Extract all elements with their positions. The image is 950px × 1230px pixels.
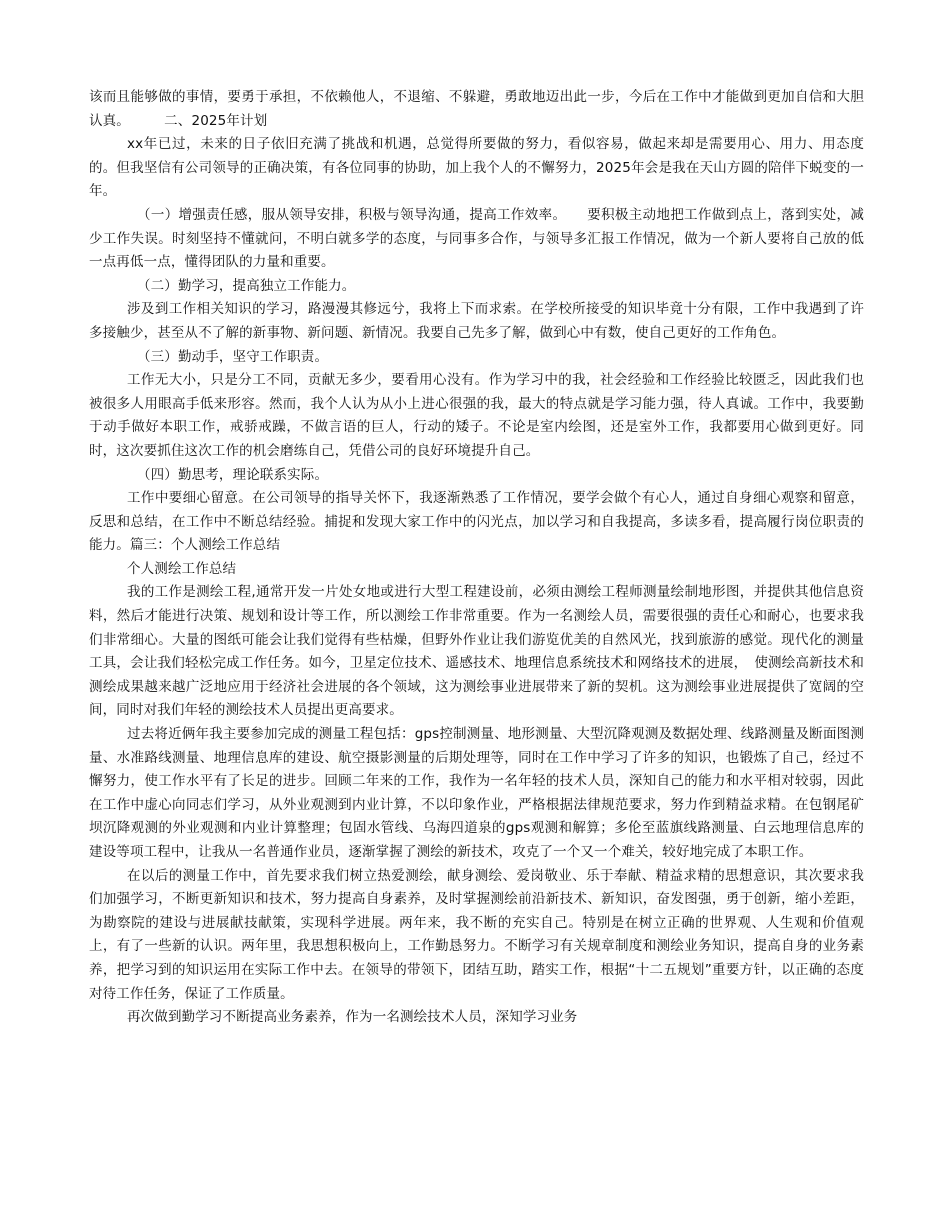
- paragraph-4: 工作无大小，只是分工不同，贡献无多少，要看用心没有。作为学习中的我，社会经验和工作经验比较匮乏，因此我们也被很多人用眼高手低来形容。然而，我个人认为从小上进心很强的我，最大的特点就是学习能力强，待人真诚。工作中，我要勤于动手做好本职工作，戒骄戒躁，不做言语的巨人，行动的矮子。不论是室内绘图，还是室外工作，我都要用心做到更好。同时，这次要抓住这次工作的机会磨练自己，凭借公司的良好环境提升自己。: [89, 372, 864, 459]
- paragraph-3: 涉及到工作相关知识的学习，路漫漫其修远兮，我将上下而求索。在学校所接受的知识毕竟十分有限，工作中我遇到了许多接触少，甚至从不了解的新事物、新问题、新情况。我要自己先多了解，做到心中有数，使自己更好的工作角色。: [89, 301, 864, 341]
- paragraph-8: 在以后的测量工作中，首先要求我们树立热爱测绘，献身测绘、爱岗敬业、乐于奉献、精益求精的思想意识，其次要求我们加强学习，不断更新知识和技术，努力提高自身素养，及时掌握测绘前沿新技术、新知识，奋发图强，勇于创新，缩小差距，为勘察院的建设与进展献技献策，实现科学进展。两年来，我不断的充实自己。特别是在树立正确的世界观、人生观和价值观上，有了一些新的认识。两年里，我思想积极向上，工作勤恳努力。不断学习有关规章制度和测绘业务知识，提高自身的业务素养，把学习到的知识运用在实际工作中去。在领导的带领下，团结互助，踏实工作，根据“十二五规划”重要方针，以正确的态度对待工作任务，保证了工作质量。: [89, 867, 864, 1002]
- section-heading-4: （四）勤思考，理论联系实际。: [137, 466, 329, 483]
- paragraph-5: 工作中要细心留意。在公司领导的指导关怀下，我逐渐熟悉了工作情况，要学会做个有心人，通过自身细心观察和留意，反思和总结，在工作中不断总结经验。捕捉和发现大家工作中的闪光点，加以学习和自我提高，多读多看，提高履行岗位职责的能力。篇三：个人测绘工作总结: [89, 490, 864, 554]
- document-subtitle: 个人测绘工作总结: [127, 560, 237, 577]
- paragraph-7: 过去将近俩年我主要参加完成的测量工程包括：gps控制测量、地形测量、大型沉降观测及数据处理、线路测量及断面图测量、水准路线测量、地理信息库的建设、航空摄影测量的后期处理等，同时在工作中学习了许多的知识，也锻炼了自己，经过不懈努力，使工作水平有了长足的进步。回顾二年来的工作，我作为一名年轻的技术人员，深知自己的能力和水平相对较弱，因此在工作中虚心向同志们学习，从外业观测到内业计算，不以印象作业，严格根据法律规范要求，努力作到精益求精。在包钢尾矿坝沉降观测的外业观测和内业计算整理；包固水管线、乌海四道泉的gps观测和解算；多伦至蓝旗线路测量、白云地理信息库的建设等项工程中，让我从一名普通作业员，逐渐掌握了测绘的新技术，攻克了一个又一个难关，较好地完成了本职工作。: [89, 726, 864, 860]
- paragraph-6: 我的工作是测绘工程,通常开发一片处女地或进行大型工程建设前，必须由测绘工程师测量绘制地形图，并提供其他信息资料，然后才能进行决策、规划和设计等工作，所以测绘工作非常重要。作为一名测绘人员，需要很强的责任心和耐心，也要求我们非常细心。大量的图纸可能会让我们觉得有些枯燥，但野外作业让我们游览优美的自然风光，找到旅游的感觉。现代化的测量工具，会让我们轻松完成工作任务。如今，卫星定位技术、遥感技术、地理信息系统技术和网络技术的进展， 使测绘高新技术和测绘成果越来越广泛地应用于经济社会进展的各个领域，这为测绘事业进展带来了新的契机。这为测绘事业进展提供了宽阔的空间，同时对我们年轻的测绘技术人员提出更高要求。: [89, 584, 864, 719]
- section-heading-3: （三）勤动手，坚守工作职责。: [137, 348, 329, 365]
- section-heading-1: （一）增强责任感，服从领导安排，积极与领导沟通，提高工作效率。 要积极主动地把工作做到点上，落到实处，减少工作失误。时刻坚持不懂就问，不明白就多学的态度，与同事多合作，与领导多汇报工作情况，做为一个新人要将自己放的低一点再低一点，懂得团队的力量和重要。: [89, 206, 864, 271]
- paragraph-1: 该而且能够做的事情，要勇于承担，不依赖他人，不退缩、不躲避，勇敢地迈出此一步，今后在工作中才能做到更加自信和大胆认真。 二、2025年计划: [89, 89, 864, 129]
- paragraph-9: 再次做到勤学习不断提高业务素养，作为一名测绘技术人员，深知学习业务: [127, 1009, 578, 1026]
- paragraph-2: xx年已过，未来的日子依旧充满了挑战和机遇，总觉得所要做的努力，看似容易，做起来却是需要用心、用力、用态度的。但我坚信有公司领导的正确决策，有各位同事的协助，加上我个人的不懈努力，2025年会是我在天山方圆的陪伴下蜕变的一年。: [89, 136, 864, 200]
- document-body: [89, 86, 864, 1030]
- section-heading-2: （二）勤学习，提高独立工作能力。: [137, 277, 356, 294]
